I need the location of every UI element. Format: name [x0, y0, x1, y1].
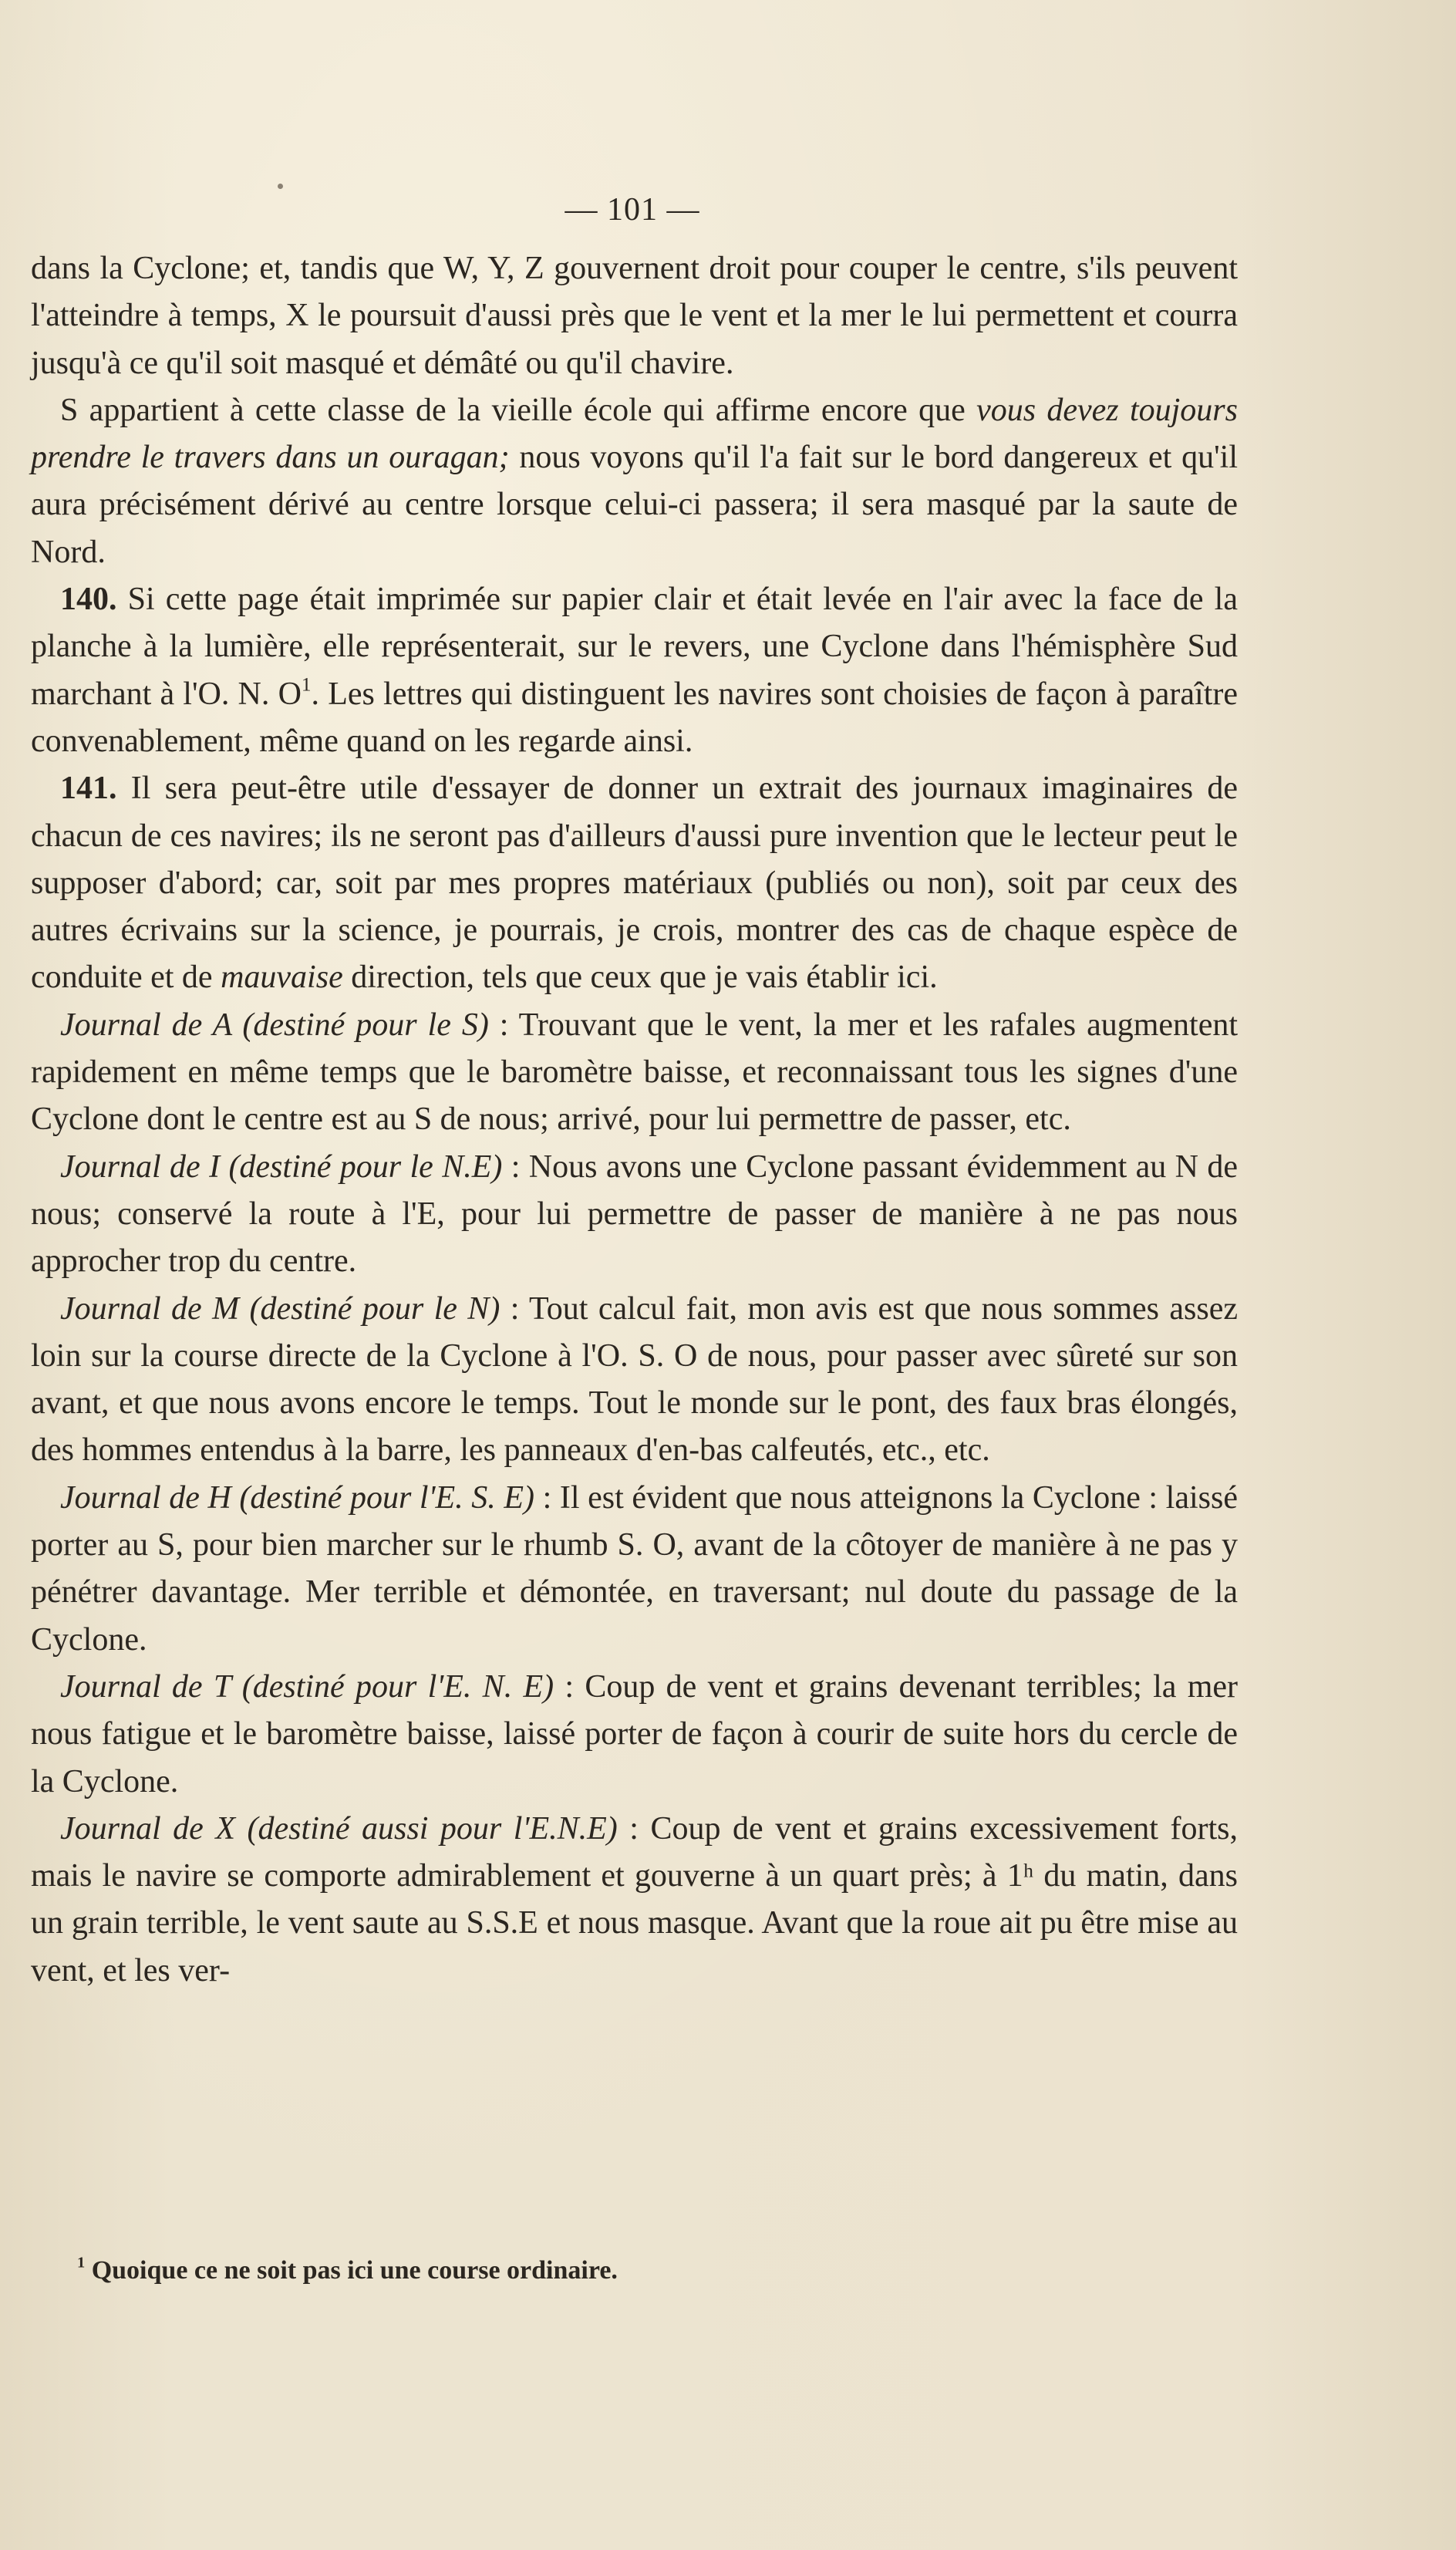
- footnote-text: Quoique ce ne soit pas ici une course ordinaire.: [85, 2256, 618, 2285]
- journal-heading: Journal de H (destiné pour l'E. S. E): [60, 1479, 535, 1516]
- text-run: Si cette page était imprimée sur papier clair et était levée en l'air avec la face de la planche à la lumière, elle représenterait, sur le revers, une Cyclone dans l'hémisphère Sud marchant à l'O. N. O: [31, 582, 1238, 712]
- text-run: S appartient à cette classe de la vieille école qui affirme encore que: [60, 392, 977, 428]
- footnote-mark: 1: [77, 2254, 86, 2272]
- journal-entry: [31, 1475, 1238, 1664]
- section-number: 140.: [60, 582, 117, 618]
- text-run: : Tout calcul fait, mon avis est que nous sommes assez loin sur la course directe de la Cyclone à l'O. S. O de nous, pour passer avec sûreté sur son avant, et que nous avons encore le temps. Tout le monde sur le pont, des faux bras élongés, des hommes entendus à la barre, les panneaux d'en-bas calfeutés, etc., etc.: [31, 1290, 1239, 1469]
- paragraph: [31, 765, 1238, 1001]
- text-run: Il sera peut-être utile d'essayer de donner un extrait des journaux imaginaires de chacun de ces navires; ils ne seront pas d'ailleurs d'aussi pure invention que le lecteur peut le supposer d'abord; car, soit par mes propres matériaux (publiés ou non), soit par ceux des autres écrivains sur la science, je pourrais, je crois, montrer des cas de chaque espèce de conduite et de: [31, 771, 1238, 996]
- text-run: : Coup de vent et grains excessivement forts, mais le navire se comporte admirablement et gouverne à un quart près; à 1ʰ du matin, dans un grain terrible, le vent saute au S.S.E et nous masque. Avant que la roue ait pu être mise au vent, et les ver-: [31, 1810, 1238, 1988]
- italic-run: mauvaise: [221, 960, 343, 996]
- journal-entry: [31, 1664, 1238, 1806]
- journal-heading: Journal de M (destiné pour le N): [60, 1290, 501, 1327]
- paragraph-text: dans la Cyclone; et, tandis que W, Y, Z gouvernent droit pour couper le centre, s'ils peuvent l'atteindre à temps, X le poursuit d'aussi près que le vent et la mer le lui permettent et courra jusqu'à ce qu'il soit masqué et démâté ou qu'il chavire.: [31, 251, 1238, 381]
- text-run: direction, tels que ceux que je vais établir ici.: [342, 960, 938, 996]
- text-run: : Coup de vent et grains devenant terribles; la mer nous fatigue et le baromètre baisse, laissé porter de façon à courir de suite hors du cercle de la Cyclone.: [31, 1668, 1238, 1800]
- footnote-ref: 1: [301, 674, 312, 696]
- section-number: 141.: [60, 771, 117, 807]
- paragraph: [31, 245, 1238, 387]
- text-run: : Nous avons une Cyclone passant évidemment au N de nous; conservé la route à l'E, pour lui permettre de passer de manière à ne pas nous approcher trop du centre.: [31, 1149, 1239, 1280]
- text-run: : Il est évident que nous atteignons la Cyclone : laissé porter au S, pour bien marcher sur le rhumb S. O, avant de la côtoyer de manière à ne pas y pénétrer davantage. Mer terrible et démontée, en traversant; nul doute du passage de la Cyclone.: [31, 1479, 1238, 1658]
- journal-heading: Journal de I (destiné pour le N.E): [60, 1149, 503, 1185]
- paragraph: [31, 387, 1238, 576]
- journal-entry: [31, 1806, 1238, 1995]
- italic-run: vous devez toujours prendre le travers dans un ouragan;: [31, 392, 1238, 476]
- journal-entry: [31, 1286, 1238, 1475]
- journal-entry: [31, 1002, 1238, 1144]
- journal-heading: Journal de A (destiné pour le S): [60, 1007, 489, 1043]
- journal-heading: Journal de X (destiné aussi pour l'E.N.E): [60, 1810, 618, 1847]
- footnote: [77, 2251, 618, 2291]
- text-run: . Les lettres qui distinguent les navires sont choisies de façon à paraître convenablement, même quand on les regarde ainsi.: [31, 676, 1238, 759]
- text-run: : Trouvant que le vent, la mer et les rafales augmentent rapidement en même temps que le baromètre baisse, et reconnaissant tous les signes d'une Cyclone dont le centre est au S de nous; arrivé, pour lui permettre de passer, etc.: [31, 1007, 1238, 1138]
- text-run: nous voyons qu'il l'a fait sur le bord dangereux et qu'il aura précisément dérivé au centre lorsque celui-ci passera; il sera masqué par la saute de Nord.: [31, 440, 1238, 570]
- journal-entry: [31, 1144, 1238, 1286]
- paragraph: [31, 576, 1238, 765]
- body-text: [31, 245, 1238, 1995]
- page-number: — 101 —: [565, 192, 700, 228]
- journal-heading: Journal de T (destiné pour l'E. N. E): [60, 1668, 554, 1705]
- ink-speck: [278, 184, 283, 189]
